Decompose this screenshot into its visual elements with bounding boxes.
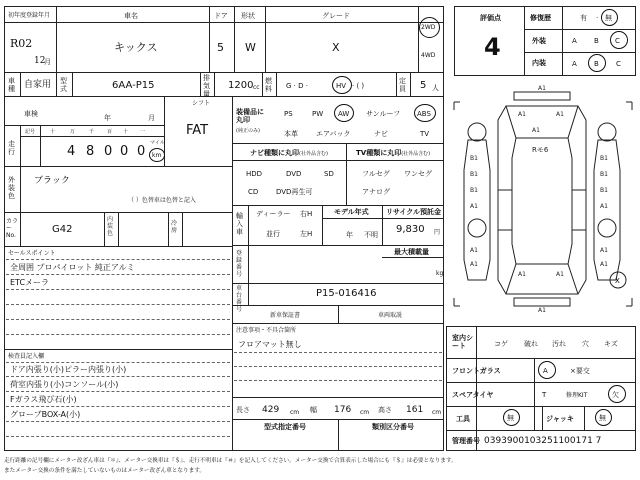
footer-note-1: 走行距離の記号欄にメーター改ざん車は『＊』、メーター交換車は『＄』、走行不明車は『＃』を記入してください。メーター交換で合算表示した場合にも『＄』は必要となります。 <box>4 458 457 464</box>
nav-dvd: DVD <box>286 170 302 178</box>
equip-airbag: エアバック <box>316 130 351 138</box>
model-spec-label: 型式指定番号 <box>264 423 306 431</box>
glass-replace: ×要交 <box>570 367 590 375</box>
height-unit: cm <box>432 409 442 416</box>
digit-1: 8 <box>86 144 95 159</box>
reg-date-label: 初年度登録年月 <box>8 12 51 19</box>
diag-a1-hood-r: A1 <box>556 111 564 118</box>
usage: 自家用 <box>24 80 52 90</box>
seat-label: 室内シート <box>452 334 473 350</box>
diag-a1-trunk-l: A1 <box>518 271 526 278</box>
spare-kit: 修理KIT <box>566 392 588 399</box>
plate-label: 登録番号 <box>236 250 243 278</box>
jack-label: ジャッキ <box>546 415 574 423</box>
displacement-label: 排気量 <box>203 74 210 98</box>
recycle-label: リサイクル預託金 <box>386 208 442 216</box>
chassis-label: 車台番号 <box>236 285 243 313</box>
interior-b: B <box>594 60 599 68</box>
reg-month: 12 <box>34 56 46 66</box>
recycle-yen: 円 <box>434 229 441 236</box>
mile-label: マイル <box>150 140 165 146</box>
diag-a1-hood: A1 <box>532 127 540 134</box>
diag-a1-l6: A1 <box>470 261 478 268</box>
unit-3: 百 <box>107 129 113 135</box>
inspector-line-1: ドア内張り(小)ピラー内張り(小) <box>10 365 127 374</box>
grade: X <box>332 41 340 54</box>
spare-t: T <box>542 391 547 399</box>
tv-title: TV種類に丸印(社外品含む) <box>356 149 431 157</box>
import-left: 左H <box>300 230 313 238</box>
score-label: 評価点 <box>480 14 501 22</box>
score: 4 <box>484 33 501 61</box>
exterior-color-label: 外装色 <box>8 176 15 200</box>
inspection-label: 車検 <box>24 110 38 118</box>
door-label: ドア <box>214 12 228 20</box>
kg-unit: kg <box>436 270 444 277</box>
nav-dvd-play: DVD再生可 <box>276 188 313 196</box>
car-name-label: 車名 <box>124 12 138 20</box>
diag-a1-l4: A1 <box>470 203 478 210</box>
shape-label: 形状 <box>241 12 255 20</box>
displacement: 1200 <box>228 80 254 91</box>
ac-label: 冷房 <box>171 220 178 234</box>
unit-1: 万 <box>70 129 76 135</box>
doors: 5 <box>217 41 224 54</box>
tv-analog: アナログ <box>362 188 390 196</box>
km-unit: km <box>152 152 162 159</box>
nav-title: ナビ種類に丸印(社外品含む) <box>250 149 328 157</box>
fuel-options: G · D · <box>286 82 308 90</box>
model: 6AA-P15 <box>112 80 155 91</box>
equipment-sub: (純正のみ) <box>236 128 260 134</box>
spare-label: スペアタイヤ <box>452 391 494 399</box>
inspector-line-2: 荷室内張り(小)コンソール(小) <box>10 380 119 389</box>
reg-era: R02 <box>10 37 33 50</box>
height-label: 高さ <box>378 406 392 414</box>
color-code-label: カラーNo. <box>6 218 19 239</box>
unit-2: 千 <box>89 129 95 135</box>
vehicle-type-label: 車種 <box>8 77 15 93</box>
width-value: 176 <box>334 405 352 415</box>
equip-pw: PW <box>312 110 324 118</box>
footer-note-2: またメーター交換の条件を満たしていないものはメーター改ざん車となります。 <box>4 468 205 474</box>
digit-0: 4 <box>67 144 76 159</box>
digit-4: 0 <box>137 144 146 159</box>
seat-dirt: 汚れ <box>552 340 566 348</box>
new-warranty: 新車保証書 <box>270 312 301 319</box>
interior-a: A <box>572 60 577 68</box>
diag-a1-trunk-r: A1 <box>556 271 564 278</box>
diag-a1-l5: A1 <box>470 247 478 254</box>
cc-unit: cc <box>253 84 260 91</box>
width-unit: cm <box>360 409 370 416</box>
exterior-color: ブラック <box>34 176 70 186</box>
model-year-label: モデル年式 <box>334 208 369 216</box>
import-parallel: 並行 <box>266 230 280 238</box>
inspection-year: 年 <box>104 114 111 122</box>
capacity-unit: 人 <box>432 84 439 92</box>
diag-a1-r5: A1 <box>600 247 608 254</box>
interior-label: 内装 <box>532 59 546 67</box>
fuel-label: 燃料 <box>265 77 272 93</box>
repair-no: 無 <box>605 14 612 22</box>
spare-missing: 欠 <box>612 391 619 399</box>
length-unit: cm <box>290 409 300 416</box>
height-value: 161 <box>406 405 424 415</box>
interior-c: C <box>616 60 621 68</box>
equip-ps: PS <box>284 110 293 118</box>
diag-a1-hood-l: A1 <box>518 111 526 118</box>
sales-points-label: セールスポイント <box>8 250 56 257</box>
length-label: 長さ <box>236 406 250 414</box>
jack-none: 無 <box>599 414 606 422</box>
car-diagram <box>448 80 638 320</box>
exterior-a: A <box>572 37 577 45</box>
length-value: 429 <box>262 405 280 415</box>
glass-a: A <box>543 367 548 375</box>
unit-4: 十 <box>123 129 129 135</box>
reg-month-unit: 月 <box>44 58 51 66</box>
drive-4wd: 4WD <box>421 52 436 59</box>
seat-tear: 破れ <box>524 340 538 348</box>
shape: W <box>245 41 256 54</box>
nav-hdd: HDD <box>246 170 263 178</box>
diag-x-mark: X <box>615 277 620 285</box>
notes-line-1: フロアマット無し <box>238 340 302 349</box>
seat-scratch: キズ <box>604 340 618 348</box>
recycle-value: 9,830 <box>396 224 425 235</box>
grade-label: グレード <box>322 12 350 20</box>
equip-aw: AW <box>338 110 350 118</box>
repair-sep: · <box>596 14 599 22</box>
import-dealer: ディーラー <box>256 210 291 218</box>
inspector-line-4: グローブBOX-A(小) <box>10 410 81 419</box>
nav-cd: CD <box>248 188 259 196</box>
notes-label: 注意事項・不具合箇所 <box>236 327 297 334</box>
exterior-b: B <box>594 37 599 45</box>
model-year-unit: 年 <box>346 231 353 239</box>
equip-leather: 本革 <box>284 130 298 138</box>
sales-point-2: ETCメーラ <box>10 278 50 287</box>
equip-navi: ナビ <box>374 130 388 138</box>
mileage-label: 走行 <box>8 140 15 156</box>
diag-b1-l3: B1 <box>470 187 478 194</box>
record-label: 記号 <box>25 129 36 135</box>
model-year-unknown: 不明 <box>364 231 378 239</box>
model-label: 型式 <box>60 77 67 93</box>
import-label: 輸入車 <box>236 212 243 236</box>
diag-b1-r2: B1 <box>600 171 608 178</box>
class-label: 類別区分番号 <box>372 423 414 431</box>
inspection-month: 月 <box>148 114 155 122</box>
car-name: キックス <box>114 41 158 54</box>
fuel-hv: HV <box>336 82 347 90</box>
equipment-label: 装備品に丸印 <box>236 108 264 124</box>
chassis-number: P15-016416 <box>316 288 377 299</box>
diag-a1-r6: A1 <box>600 261 608 268</box>
inspector-line-3: Fガラス飛び石(小) <box>10 395 77 404</box>
tv-oneseg: ワンセグ <box>404 170 432 178</box>
capacity-label: 定員 <box>399 77 406 93</box>
repair-label: 修復歴 <box>530 14 551 22</box>
mgmt-number: 0393900103251100171 7 <box>484 436 602 446</box>
equip-abs: ABS <box>417 110 431 118</box>
car-diagram-svg <box>448 80 638 320</box>
capacity: 5 <box>420 80 427 91</box>
equip-tv: TV <box>420 130 430 138</box>
interior-color-label: 内装色 <box>107 216 114 237</box>
color-code: G42 <box>52 224 73 235</box>
owner-manual: 車両取説 <box>378 312 403 319</box>
diag-a1-r4: A1 <box>600 203 608 210</box>
digit-3: 0 <box>120 144 129 159</box>
diag-b1-r1: B1 <box>600 155 608 162</box>
shift-label: シフト <box>192 100 211 107</box>
inspector-label: 検査員記入欄 <box>8 353 45 360</box>
drive-2wd: 2WD <box>421 24 436 31</box>
diag-a1-bottom: A1 <box>538 307 546 314</box>
seat-burn: コゲ <box>494 340 508 348</box>
mgmt-label: 管理番号 <box>452 437 480 445</box>
diag-b1-l1: B1 <box>470 155 478 162</box>
exterior-label: 外装 <box>532 37 546 45</box>
tool-label: 工具 <box>456 415 470 423</box>
shift: FAT <box>186 123 209 138</box>
equip-sunroof: サンルーフ <box>366 110 401 118</box>
width-label: 幅 <box>310 406 317 414</box>
color-note: （ ）色替車は色替と記入 <box>128 197 196 204</box>
diag-b1-l2: B1 <box>470 171 478 178</box>
unit-0: 十 <box>50 129 56 135</box>
exterior-c: C <box>615 37 620 45</box>
diag-a1-top: A1 <box>538 85 546 92</box>
fuel-other: · ( ) <box>352 82 365 90</box>
sales-point-1: 全周囲 プロパイロット 純正アルミ <box>10 263 135 272</box>
nav-sd: SD <box>324 170 334 178</box>
diag-center: Rモ6 <box>532 146 549 154</box>
tool-none: 無 <box>507 414 514 422</box>
unit-5: 一 <box>140 129 146 135</box>
diag-b1-r3: B1 <box>600 187 608 194</box>
seat-hole: 穴 <box>582 340 589 348</box>
glass-label: フロントガラス <box>452 367 501 375</box>
repair-yes: 有 <box>580 14 587 22</box>
import-right: 右H <box>300 210 313 218</box>
tv-fullseg: フルセグ <box>362 170 390 178</box>
max-load-label: 最大積載量 <box>394 248 429 256</box>
digit-2: 0 <box>104 144 113 159</box>
